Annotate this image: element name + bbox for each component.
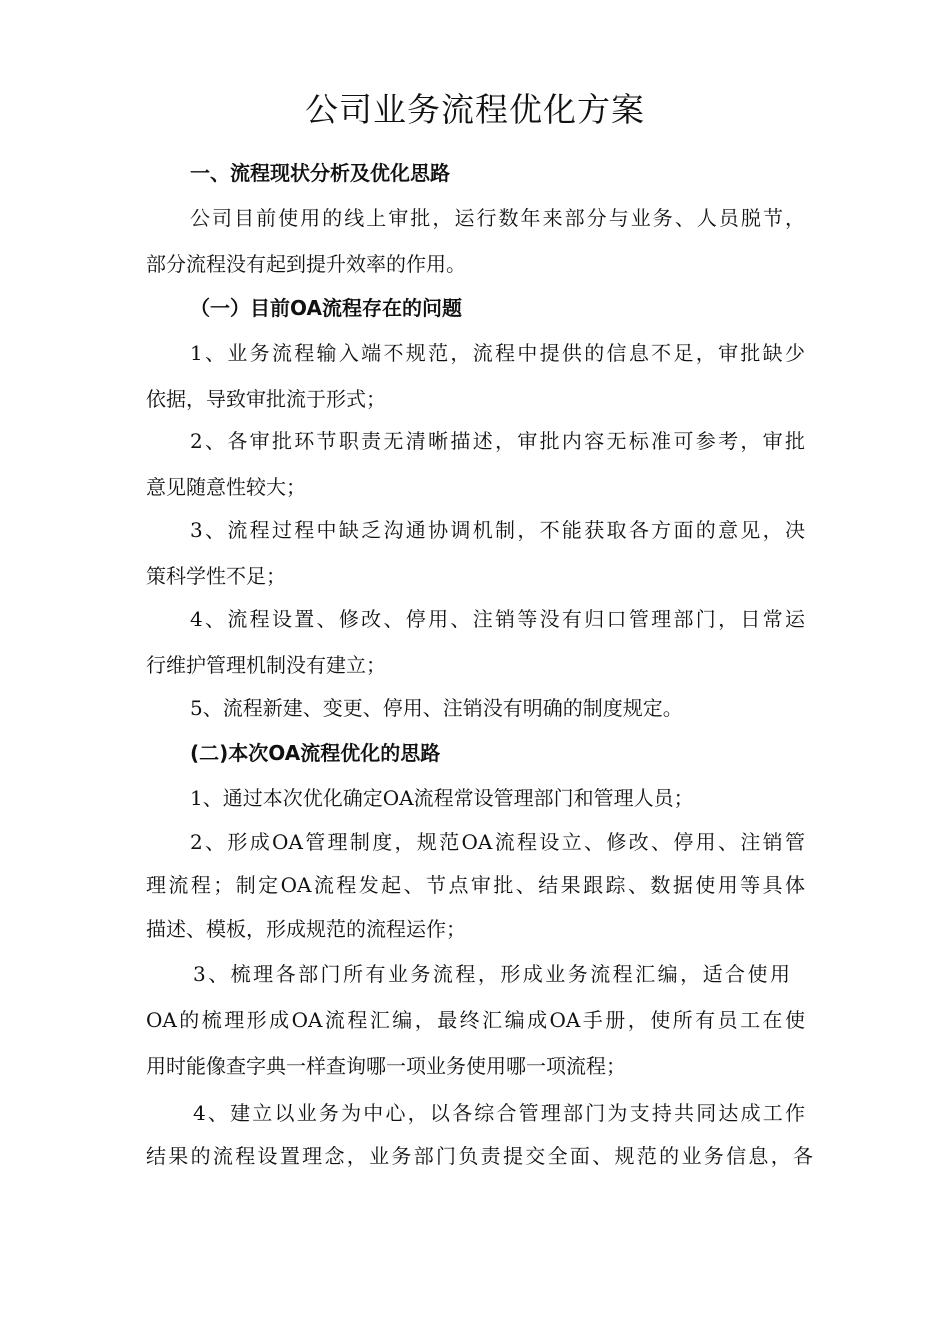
list-item-line: 描述、模板，形成规范的流程运作； [146, 917, 466, 941]
list-item-line: 4、流程设置、修改、停用、注销等没有归口管理部门，日常运 [190, 607, 805, 631]
list-item-line: 策科学性不足； [146, 564, 286, 588]
list-item-line: 用时能像查字典一样查询哪一项业务使用哪一项流程； [146, 1054, 626, 1078]
list-item-line: 2、形成OA管理制度，规范OA流程设立、修改、停用、注销管 [190, 830, 805, 854]
subsection-heading-1: （一）目前OA流程存在的问题 [190, 296, 462, 320]
list-item-line: 意见随意性较大； [146, 475, 306, 499]
paragraph-line: 公司目前使用的线上审批，运行数年来部分与业务、人员脱节， [190, 206, 805, 230]
section-heading-1: 一、流程现状分析及优化思路 [190, 161, 450, 185]
list-item-line: 行维护管理机制没有建立； [146, 653, 386, 677]
list-item-line: 5、流程新建、变更、停用、注销没有明确的制度规定。 [190, 696, 683, 720]
list-item-line: 1、通过本次优化确定OA流程常设管理部门和管理人员； [190, 786, 694, 810]
subsection-heading-2: (二)本次OA流程优化的思路 [190, 741, 441, 765]
list-item-line: 3、梳理各部门所有业务流程，形成业务流程汇编，适合使用 [193, 962, 790, 986]
document-title: 公司业务流程优化方案 [305, 90, 645, 129]
list-item-line: 2、各审批环节职责无清晰描述，审批内容无标准可参考，审批 [190, 429, 805, 453]
list-item-line: 依据，导致审批流于形式； [146, 387, 386, 411]
list-item-line: 4、建立以业务为中心，以各综合管理部门为支持共同达成工作 [193, 1101, 805, 1125]
list-item-line: 3、流程过程中缺乏沟通协调机制，不能获取各方面的意见，决 [190, 518, 805, 542]
list-item-line: 结果的流程设置理念，业务部门负责提交全面、规范的业务信息，各 [146, 1144, 813, 1168]
paragraph-line: 部分流程没有起到提升效率的作用。 [146, 252, 466, 276]
list-item-line: OA的梳理形成OA流程汇编，最终汇编成OA手册，使所有员工在使 [146, 1008, 805, 1032]
list-item-line: 1、业务流程输入端不规范，流程中提供的信息不足，审批缺少 [190, 341, 805, 365]
list-item-line: 理流程；制定OA流程发起、节点审批、结果跟踪、数据使用等具体 [146, 873, 805, 897]
